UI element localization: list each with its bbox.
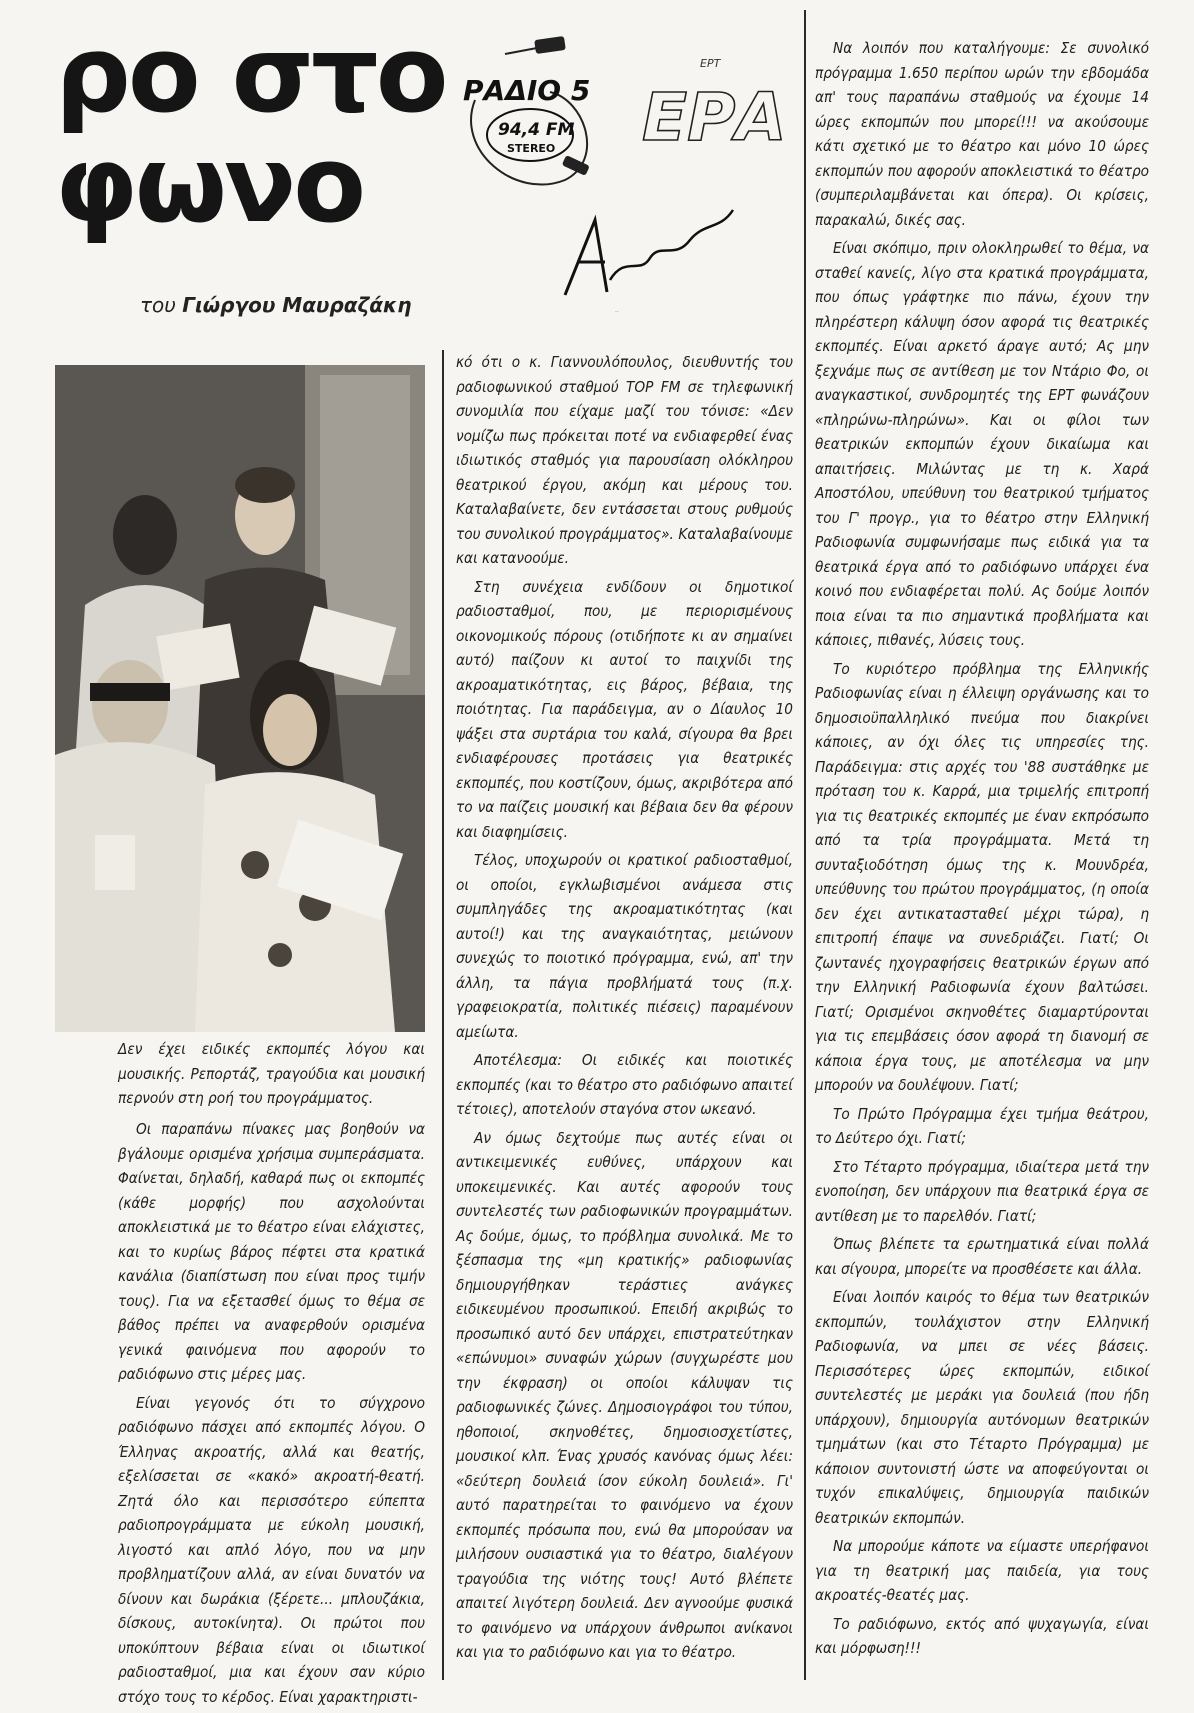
- paragraph: Το Πρώτο Πρόγραμμα έχει τμήμα θεάτρου, το Δεύτερο όχι. Γιατί;: [815, 1104, 1149, 1147]
- radio-5-logo: [455, 30, 605, 199]
- paragraph: Να μπορούμε κάποτε να είμαστε υπερήφανοι για τη θεατρική μας παιδεία, για τους ακροατές-θεατές μας.: [815, 1537, 1149, 1604]
- paragraph: Οι παραπάνω πίνακες μας βοηθούν να βγάλουμε ορισμένα χρήσιμα συμπεράσματα. Φαίνεται, δηλαδή, καθαρά πως οι εκπομπές (κάθε μορφής) που ασχολούνται αποκλειστικά με το θέατρο είναι ελάχιστες, και το κυρίως βάρος πέφτει στα κρατικά κανάλια (διαπίστωση που είναι προς τιμήν τους). Για να εξετασθεί όμως το θέμα σε βάθος πρέπει να αναφερθούν ορισμένα γενικά φαινόμενα που αφορούν το ραδιόφωνο στις μέρες μας.: [118, 1120, 425, 1383]
- logo-ert: ΕΡΤ: [700, 57, 721, 70]
- paragraph: Στο Τέταρτο πρόγραμμα, ιδιαίτερα μετά την ενοποίηση, δεν υπάρχουν πια θεατρικά έργα σε αντίθεση με το παρελθόν. Γιατί;: [815, 1157, 1149, 1225]
- paragraph: κό ότι ο κ. Γιαννουλόπουλος, διευθυντής του ραδιοφωνικού σταθμού TOP FM σε τηλεφωνική συνομιλία που είχαμε μαζί του τόνισε: «Δεν νομίζω πως πρόκειται ποτέ να ενδιαφερθεί ένας ιδιωτικός σταθμός για παρουσίαση ολόκληρου θεατρικού έργου, ακόμη και μέρους του. Καταλαβαίνετε, δεν εντάσσεται στους ρυθμούς του συνολικού προγράμματος». Καταλαβαίνουμε και κατανοούμε.: [456, 353, 793, 567]
- logo-station: ΡΑΔΙΟ 5: [463, 74, 591, 107]
- signature-graphic: [555, 200, 740, 324]
- article-column-1: [118, 1117, 425, 1713]
- paragraph: Είναι σκόπιμο, πριν ολοκληρωθεί το θέμα, να σταθεί κανείς, λίγο στα κρατικά προγράμματα, που όπως γράφτηκε πιο πάνω, έχουν την πληρέστερη κάλυψη όσον αφορά τις θεατρικές εκπομπές. Είναι αρκετό άραγε αυτό; Ας μην ξεχνάμε πως σε αντίθεση με τον Ντάριο Φο, οι αναγκαστικοί, συνδρομητές της ΕΡΤ φωνάζουν «πληρώνω-πληρώνω». Και οι φίλοι των θεατρικών εκπομπών έχουν δικαίωμα και απαιτήσεις. Μιλώντας με τη κ. Χαρά Αποστόλου, υπεύθυνη του θεατρικού τμήματος του Γ' προγρ., για το θέατρο στην Ελληνική Ραδιοφωνία συμφωνήσαμε πως ειδικά για τα θεατρικά έργα από το ραδιόφωνο υπάρχει ένα κοινό που ενδιαφέρεται πολύ. Ας δούμε λοιπόν ποια είναι τα πιο σημαντικά προβλήματα και κάποιες, πιθανές, λύσεις τους.: [815, 239, 1149, 649]
- logo-mode: STEREO: [507, 142, 556, 155]
- caption-text: Δεν έχει ειδικές εκπομπές λόγου και μουσικής. Ρεπορτάζ, τραγούδια και μουσική περνούν στη ροή του προγράμματος.: [118, 1040, 425, 1107]
- paragraph: Είναι λοιπόν καιρός το θέμα των θεατρικών εκπομπών, τουλάχιστον στην Ελληνική Ραδιοφωνία, να μπει σε νέες βάσεις. Περισσότερες ώρες εκπομπών, ειδικοί συντελεστές με μεράκι για δουλειά (που ήδη υπάρχουν), δημιουργία αυτόνομων θεατρικών τμημάτων (και στο Τέταρτο Πρόγραμμα) με κάποιον συντονιστή ώστε να αποφεύγονται οι τυχόν επικαλύψεις, δημιουργία παιδικών θεατρικών εκπομπών.: [815, 1288, 1149, 1527]
- paragraph: Είναι γεγονός ότι το σύγχρονο ραδιόφωνο πάσχει από εκπομπές λόγου. Ο Έλληνας ακροατής, αλλά και θεατής, εξελίσσεται σε «κακό» ακροατή-θεατή. Ζητά όλο και περισσότερο εύπεπτα ραδιοπρογράμματα με εύκολη μουσική, λιγοστό και απλό λόγο, που να μην προβληματίζουν αλλά, αν είναι δυνατόν να δίνουν και δωράκια (ξέρετε... μπλουζάκια, δίσκους, αυτοκίνητα). Οι πρώτοι που υποκύπτουν βέβαια είναι οι ιδιωτικοί ραδιοσταθμοί, μια και έχουν σαν κύριο στόχο τους το κέρδος. Είναι χαρακτηριστι-: [118, 1393, 425, 1706]
- article-column-2: [456, 350, 793, 1669]
- paragraph: Όπως βλέπετε τα ερωτηματικά είναι πολλά και σίγουρα, μπορείτε να προσθέσετε και άλλα.: [815, 1235, 1149, 1278]
- headline-line-1: ρο στο: [55, 13, 446, 136]
- logo-frequency: 94,4 FM: [498, 120, 575, 140]
- radio-recording-photo: [55, 365, 425, 1032]
- paragraph: Αποτέλεσμα: Οι ειδικές και ποιοτικές εκπομπές (και το θέατρο στο ραδιόφωνο απαιτεί τέτοιες), αποτελούν σταγόνα στον ωκεανό.: [456, 1051, 793, 1118]
- paragraph: Αν όμως δεχτούμε πως αυτές είναι οι αντικειμενικές ευθύνες, υπάρχουν και υποκειμενικές. Και αυτές αφορούν τους συντελεστές των ραδιοφωνικών προγραμμάτων. Ας δούμε, όμως, το πρόβλημα συνολικά. Με το ξέσπασμα της «μη κρατικής» ραδιοφωνίας δημιουργήθηκαν τεράστιες ανάγκες ειδικευμένου προσωπικού. Επειδή ακριβώς το προσωπικό αυτό δεν υπάρχει, επιστρατεύτηκαν «επώνυμοι» συναφών χώρων (συγχωρέστε μου την έκφραση) οι οποίοι κάλυψαν τις ραδιοφωνικές ζώνες. Δημοσιογράφοι του τύπου, ηθοποιοί, σκηνοθέτες, δημοσιοσχετίστες, μουσικοί κλπ. Ένας χρυσός κανόνας όμως λέει: «δεύτερη δουλειά ίσον εύκολη δουλειά». Γι' αυτό παρατηρείται το φαινόμενο να έχουν εκπομπές πρόσωπα που, ενώ θα μπορούσαν να μιλήσουν ουσιαστικά για το θέατρο, διαλέγουν τραγούδια της νιότης τους! Αυτό βλέπετε απαιτεί λιγότερη δουλειά. Δεν αγνοούμε φυσικά το φαινόμενο να υπάρχουν άνθρωποι ανίκανοι και για το ραδιόφωνο και για το θέατρο.: [456, 1128, 793, 1661]
- byline-prefix: του: [140, 293, 176, 317]
- column-divider: [442, 350, 444, 1680]
- column-divider: [804, 10, 806, 1680]
- photo-caption: [118, 1037, 425, 1115]
- microphone-icon: [505, 36, 566, 54]
- paragraph: Να λοιπόν που καταλήγουμε: Σε συνολικό πρόγραμμα 1.650 περίπου ωρών την εβδομάδα απ' τους παραπάνω σταθμούς να έχουμε 14 ώρες εκπομπών που μπορεί!!! να ακούσουμε κάτι σχετικό με το θέατρο και μόνο 10 ώρες εκπομπών που αφορούν αποκλειστικά το θέατρο (συμπεριλαμβάνεται και όπερα). Οι κρίσεις, παρακαλώ, δικές σας.: [815, 39, 1149, 229]
- byline: [140, 293, 425, 317]
- paragraph: Το ραδιόφωνο, εκτός από ψυχαγωγία, είναι και μόρφωση!!!: [815, 1614, 1149, 1657]
- era-logo: [640, 55, 787, 156]
- headline-line-2: φωνο: [55, 123, 364, 246]
- paragraph: Τέλος, υποχωρούν οι κρατικοί ραδιοσταθμοί, οι οποίοι, εγκλωβισμένοι ανάμεσα στις συμπληγάδες της ακροαματικότητας (και αυτοί!) και της αναγκαιότητας, μειώνουν συνεχώς το ποιοτικό πρόγραμμα, ενώ, απ' την άλλη, τα πάγια προβλήματά τους (π.χ. γραφειοκρατία, πολιτικές πιέσεις) παραμένουν αμείωτα.: [456, 851, 793, 1041]
- paragraph: Στη συνέχεια ενδίδουν οι δημοτικοί ραδιοσταθμοί, που, με περιορισμένους οικονομικούς πόρους (οτιδήποτε κι αν σημαίνει αυτό) παίζουν κι αυτοί το παιχνίδι της ακροαματικότητας, εις βάρος, βέβαια, της ποιότητας. Για παράδειγμα, αν ο Δίαυλος 10 ψάξει στα συρτάρια του καλά, σίγουρα θα βρει ενδιαφέρουσες προτάσεις για θεατρικές εκπομπές, που κοστίζουν, όμως, ακριβότερα από το να παίζεις μουσική και βέβαια δεν θα φέρουν και διαφημίσεις.: [456, 577, 793, 841]
- article-column-3: [815, 36, 1149, 1665]
- paragraph: Το κυριότερο πρόβλημα της Ελληνικής Ραδιοφωνίας είναι η έλλειψη οργάνωσης και το δημοσιοϋπαλληλικό πνεύμα που διακρίνει κάποιες, αν όχι όλες τις υπηρεσίες της. Παράδειγμα: στις αρχές του '88 συστάθηκε με πρόταση του κ. Καρρά, μια τριμελής επιτροπή για τις θεατρικές εκπομπές με έναν εκπρόσωπο από τα τρία προγράμματα. Μετά τη συνταξιοδότηση όμως της κ. Μουνδρέα, υπεύθυνης του πρώτου προγράμματος, (η οποία δεν έχει αντικατασταθεί μέχρι τώρα), η επιτροπή έπαψε να συνεδριάζει. Γιατί; Οι ζωντανές ηχογραφήσεις θεατρικών έργων από την Ελληνική Ραδιοφωνία έχουν βαλτώσει. Γιατί; Ορισμένοι σκηνοθέτες διαμαρτύρονται για τις επεμβάσεις όσον αφορά τη διανομή σε κάποια έργα τους, με αποτέλεσμα να μην μπορούν να δουλέψουν. Γιατί;: [815, 659, 1149, 1094]
- byline-author: Γιώργου Μαυραζάκη: [182, 293, 412, 317]
- logo-signature: Αντένα: [615, 312, 619, 313]
- logo-network: ΕΡΑ: [642, 79, 787, 156]
